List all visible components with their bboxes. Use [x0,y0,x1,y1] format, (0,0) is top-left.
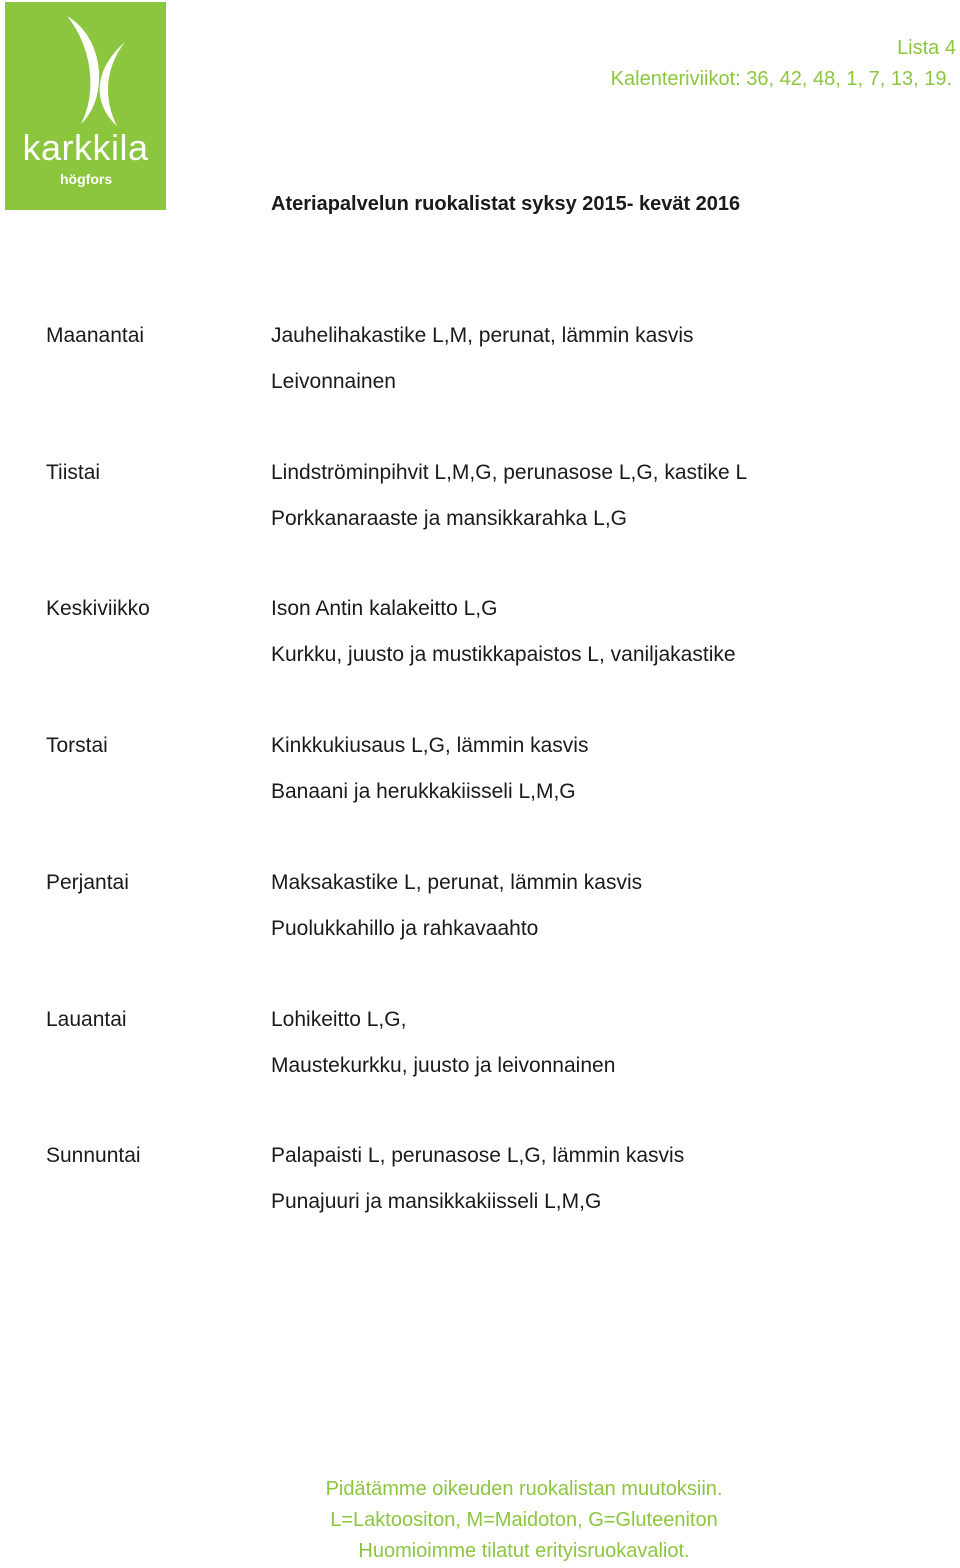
day-name: Maanantai [46,324,145,347]
list-number: Lista 4 [897,37,956,59]
day-row-wednesday [0,596,960,676]
main-dish: Maksakastike L, perunat, lämmin kasvis [271,871,643,894]
footer-notes [0,1474,960,1567]
footer-special-diets: Huomioimme tilatut erityisruokavaliot. [358,1540,690,1562]
side-dish: Maustekurkku, juusto ja leivonnainen [271,1054,616,1077]
main-dish: Ison Antin kalakeitto L,G [271,597,498,620]
footer-legend: L=Laktoositon, M=Maidoton, G=Gluteeniton [330,1509,718,1531]
day-name: Sunnuntai [46,1144,141,1167]
main-dish: Lindströminpihvit L,M,G, perunasose L,G, kastike L [271,461,748,484]
karkkila-logo [5,2,166,210]
logo-subtext: högfors [60,171,113,187]
day-row-sunday [0,1143,960,1223]
day-row-saturday [0,1007,960,1087]
side-dish: Kurkku, juusto ja mustikkapaistos L, vaniljakastike [271,643,736,666]
footer-disclaimer: Pidätämme oikeuden ruokalistan muutoksiin. [325,1478,723,1500]
main-dish: Jauhelihakastike L,M, perunat, lämmin kasvis [271,324,694,347]
day-row-friday [0,870,960,950]
side-dish: Leivonnainen [271,370,396,393]
side-dish: Punajuuri ja mansikkakiisseli L,M,G [271,1190,602,1213]
side-dish: Banaani ja herukkakiisseli L,M,G [271,780,576,803]
logo-wordmark: karkkila [22,127,149,168]
day-name: Tiistai [46,461,101,484]
day-row-tuesday [0,460,960,540]
side-dish: Porkkanaraaste ja mansikkarahka L,G [271,507,628,530]
main-dish: Kinkkukiusaus L,G, lämmin kasvis [271,734,589,757]
day-name: Keskiviikko [46,597,150,620]
main-dish: Palapaisti L, perunasose L,G, lämmin kasvis [271,1144,685,1167]
main-dish: Lohikeitto L,G, [271,1008,407,1031]
day-row-monday [0,323,960,403]
side-dish: Puolukkahillo ja rahkavaahto [271,917,539,940]
day-name: Perjantai [46,871,129,894]
day-name: Torstai [46,734,108,757]
document-title: Ateriapalvelun ruokalistat syksy 2015- kevät 2016 [271,193,741,215]
day-name: Lauantai [46,1008,127,1031]
calendar-weeks: Kalenteriviikot: 36, 42, 48, 1, 7, 13, 19. [610,68,952,90]
day-row-thursday [0,733,960,813]
